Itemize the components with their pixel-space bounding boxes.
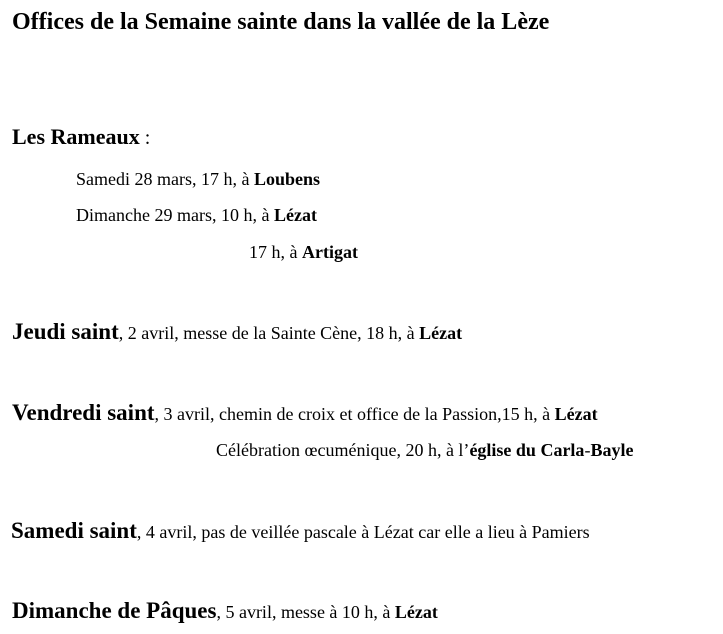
vendredi-text: , 3 avril, chemin de croix et office de la Passion,15 h, à (154, 404, 555, 424)
vendredi-line-2-place: église du Carla (469, 440, 585, 460)
vendredi-line-2-place-2: Bayle (590, 440, 634, 460)
rameaux-line-1-text: Samedi 28 mars, 17 h, à (76, 169, 254, 189)
rameaux-line-2-place: Lézat (273, 205, 317, 225)
rameaux-line-3 (249, 243, 358, 261)
rameaux-colon: : (139, 127, 151, 149)
jeudi-line (12, 320, 462, 343)
jeudi-place: Lézat (419, 323, 463, 343)
rameaux-line-3-text: 17 h, à (249, 242, 302, 262)
paques-text: , 5 avril, messe à 10 h, à (216, 602, 395, 622)
paques-place: Lézat (394, 602, 438, 622)
rameaux-line-1 (76, 170, 320, 188)
samedi-heading: Samedi saint (11, 518, 137, 543)
vendredi-line-2-text: Célébration œcuménique, 20 h, à l’ (216, 440, 470, 460)
jeudi-text: , 2 avril, messe de la Sainte Cène, 18 h, à (118, 323, 420, 343)
vendredi-line-2-dash: - (584, 440, 591, 460)
rameaux-line-1-place: Loubens (253, 169, 321, 189)
page-title: Offices de la Semaine sainte dans la vallée de la Lèze (12, 9, 550, 35)
samedi-line (11, 519, 590, 542)
vendredi-heading: Vendredi saint (12, 400, 155, 425)
rameaux-line-2-text: Dimanche 29 mars, 10 h, à (76, 205, 274, 225)
jeudi-heading: Jeudi saint (12, 319, 119, 344)
vendredi-line-2 (216, 441, 633, 459)
samedi-text: , 4 avril, pas de veillée pascale à Lézat car elle a lieu à Pamiers (136, 522, 590, 542)
vendredi-line (12, 401, 598, 424)
rameaux-line-3-place: Artigat (302, 242, 358, 262)
vendredi-place: Lézat (554, 404, 598, 424)
paques-line (12, 599, 438, 622)
paques-heading: Dimanche de Pâques (12, 598, 217, 623)
rameaux-line-2 (76, 206, 317, 224)
rameaux-heading: Les Rameaux (12, 124, 140, 149)
rameaux-heading-line (12, 126, 150, 148)
